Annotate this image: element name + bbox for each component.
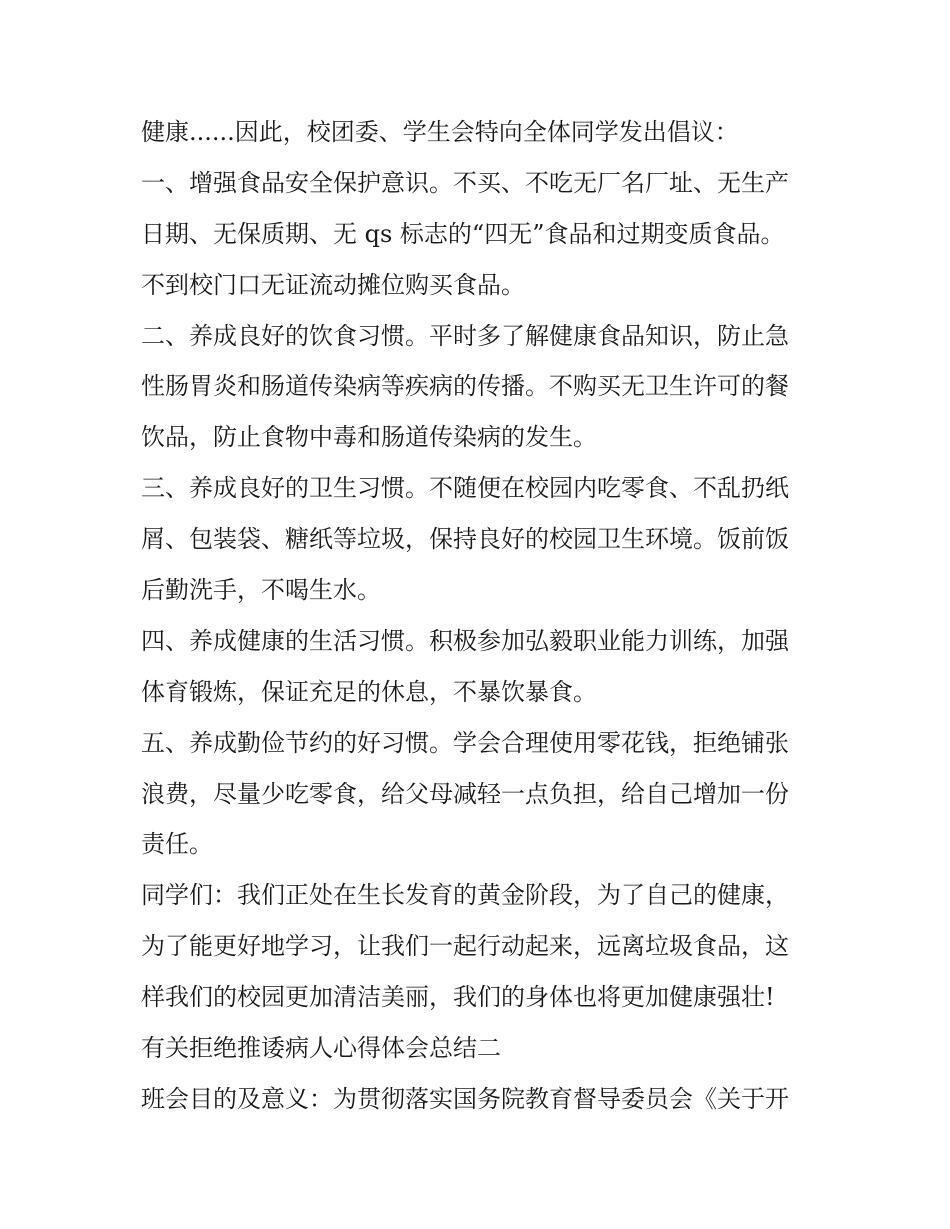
text-line: 饮品，防止食物中毒和肠道传染病的发生。 (141, 423, 597, 452)
text-line: 日期、无保质期、无 qs 标志的“四无”食品和过期变质食品。 (141, 219, 785, 248)
text-line: 后勤洗手，不喝生水。 (141, 576, 381, 605)
section-heading: 有关拒绝推诿病人心得体会总结二 (141, 1034, 501, 1063)
text-line: 样我们的校园更加清洁美丽，我们的身体也将更加健康强壮! (141, 983, 775, 1012)
text-line: 四、养成健康的生活习惯。积极参加弘毅职业能力训练，加强 (141, 626, 789, 655)
text-line: 健康......因此，校团委、学生会特向全体同学发出倡议： (141, 118, 739, 146)
document-body (141, 107, 821, 1125)
text-line: 为了能更好地学习，让我们一起行动起来，远离垃圾食品，这 (141, 932, 789, 961)
text-line: 性肠胃炎和肠道传染病等疾病的传播。不购买无卫生许可的餐 (141, 372, 789, 401)
text-line: 同学们：我们正处在生长发育的黄金阶段，为了自己的健康， (141, 881, 789, 910)
text-line: 不到校门口无证流动摊位购买食品。 (141, 270, 525, 299)
text-line: 浪费，尽量少吃零食，给父母减轻一点负担，给自己增加一份 (141, 779, 789, 808)
text-line: 三、养成良好的卫生习惯。不随便在校园内吃零食、不乱扔纸 (141, 474, 789, 503)
text-line: 一、增强食品安全保护意识。不买、不吃无厂名厂址、无生产 (141, 168, 789, 197)
text-line: 班会目的及意义：为贯彻落实国务院教育督导委员会《关于开 (141, 1084, 789, 1113)
text-line: 责任。 (141, 830, 213, 859)
text-line: 五、养成勤俭节约的好习惯。学会合理使用零花钱，拒绝铺张 (141, 728, 789, 757)
text-line: 二、养成良好的饮食习惯。平时多了解健康食品知识，防止急 (141, 321, 789, 350)
text-line: 体育锻炼，保证充足的休息，不暴饮暴食。 (141, 677, 597, 706)
text-line: 屑、包装袋、糖纸等垃圾，保持良好的校园卫生环境。饭前饭 (141, 525, 789, 554)
